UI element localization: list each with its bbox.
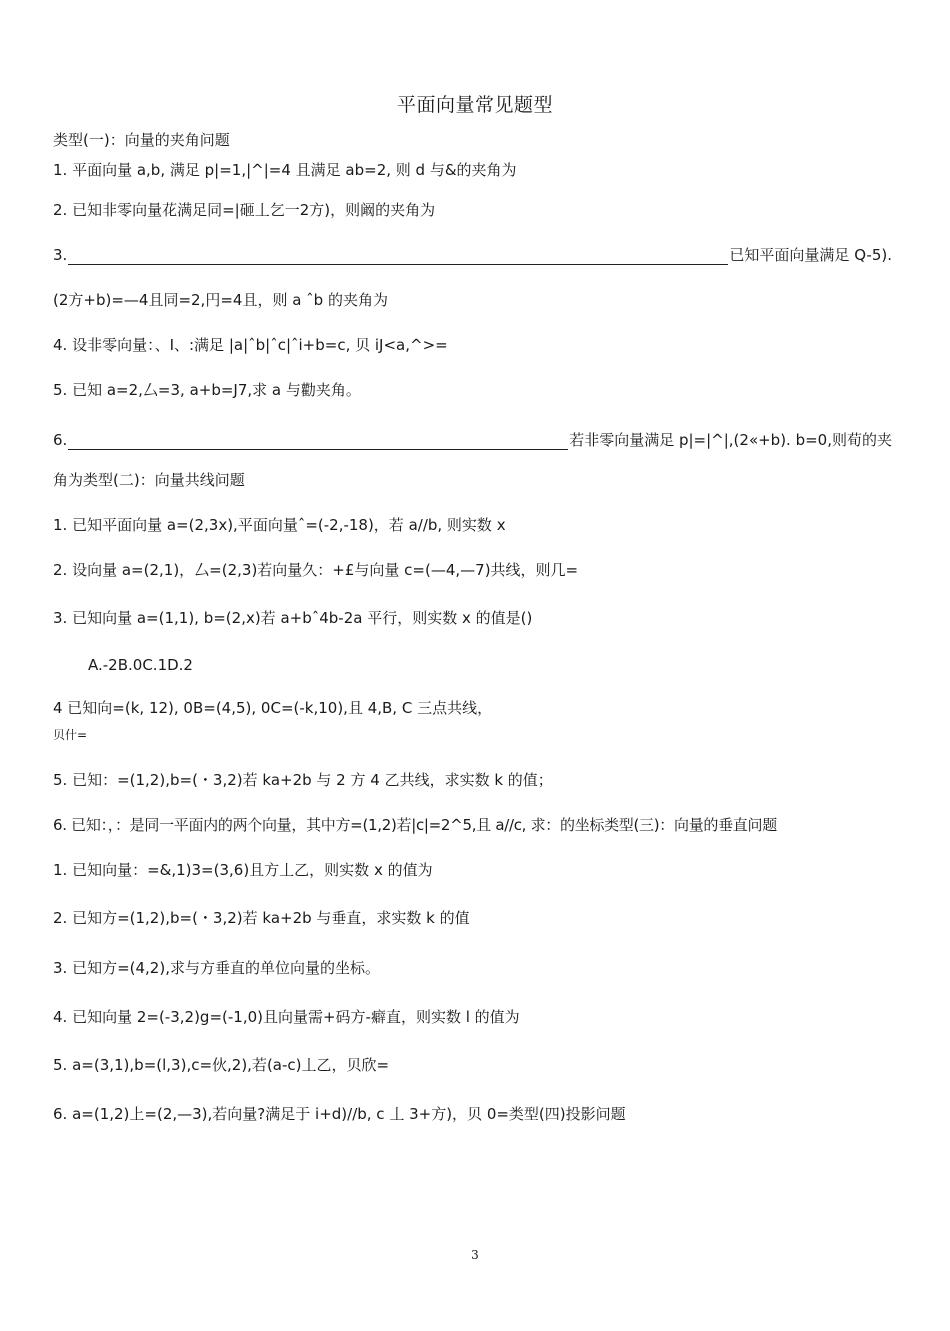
question-2-1: 1. 已知平面向量 a=(2,3x),平面向量ˆ=(-2,-18)，若 a//b, 则实数 x (53, 516, 506, 534)
question-text: 已知平面向量满足 Q-5). (729, 246, 892, 264)
question-2-6: 6. 已知：，：是同一平面内的两个向量，其中方=(1,2)若|c|=2^5,且 a//c, 求：的坐标类型(三)：向量的垂直问题 (53, 816, 777, 834)
question-number: 6. (53, 431, 68, 449)
question-3-4: 4. 已知向量 2=(-3,2)g=(-1,0)且向量需+码方-癖直，则实数 l 的值为 (53, 1008, 520, 1026)
question-number: 3. (53, 246, 68, 264)
question-2-4-cont: 贝什= (53, 728, 88, 742)
question-3-2: 2. 已知方=(1,2),b=(・3,2)若 ka+2b 与垂直，求实数 k 的值 (53, 909, 470, 927)
question-2-4: 4 已知向=(k, 12), 0B=(4,5), 0C=(-k,10),且 4,B, C 三点共线， (53, 699, 493, 717)
question-2-5: 5. 已知：=(1,2),b=(・3,2)若 ka+2b 与 2 方 4 乙共线，求实数 k 的值； (53, 771, 553, 789)
question-1-4: 4. 设非零向量：、I、:满足 |a|ˆb|ˆc|ˆi+b=c, 贝 iJ<a,^>= (53, 336, 448, 354)
answer-blank (68, 434, 568, 450)
question-1-5: 5. 已知 a=2,厶=3, a+b=J7,求 a 与勸夹角。 (53, 381, 361, 399)
question-1-6-cont: 角为类型(二)：向量共线问题 (53, 471, 245, 489)
question-1-3 (53, 245, 892, 265)
question-1-6 (53, 430, 892, 450)
question-1-3-cont: (2方+b)=—4且同=2,円=4且，则 a ˆb 的夹角为 (53, 291, 388, 309)
question-2-3: 3. 已知向量 a=(1,1), b=(2,x)若 a+bˆ4b-2a 平行，则实数 x 的值是() (53, 609, 533, 627)
section-heading-1: 类型(一)：向量的夹角问题 (53, 131, 230, 149)
question-2-2: 2. 设向量 a=(2,1)，厶=(2,3)若向量久：+£与向量 c=(—4,—7)共线，则几= (53, 561, 579, 579)
question-3-3: 3. 已知方=(4,2),求与方垂直的单位向量的坐标。 (53, 959, 380, 977)
answer-blank (68, 249, 728, 265)
question-3-1: 1. 已知向量：=&,1)3=(3,6)且方丄乙，则实数 x 的值为 (53, 861, 433, 879)
question-text: 若非零向量满足 p|=|^|,(2«+b). b=0,则荀的夹 (569, 431, 892, 449)
choice-options: A.-2B.0C.1D.2 (88, 656, 193, 674)
page-title: 平面向量常见题型 (396, 94, 553, 116)
question-1-2: 2. 已知非零向量花满足同=|砸丄乞一2方)，则阚的夹角为 (53, 201, 436, 219)
page-number: 3 (471, 1248, 479, 1262)
question-3-6: 6. a=(1,2)上=(2,—3),若向量?满足于 i+d)//b, c 丄 3+方)，贝 0=类型(四)投影问题 (53, 1105, 626, 1123)
question-1-1: 1. 平面向量 a,b, 满足 p|=1,|^|=4 且满足 ab=2, 则 d 与&的夹角为 (53, 161, 517, 179)
question-3-5: 5. a=(3,1),b=(l,3),c=伙,2),若(a-c)丄乙，贝欣= (53, 1056, 390, 1074)
